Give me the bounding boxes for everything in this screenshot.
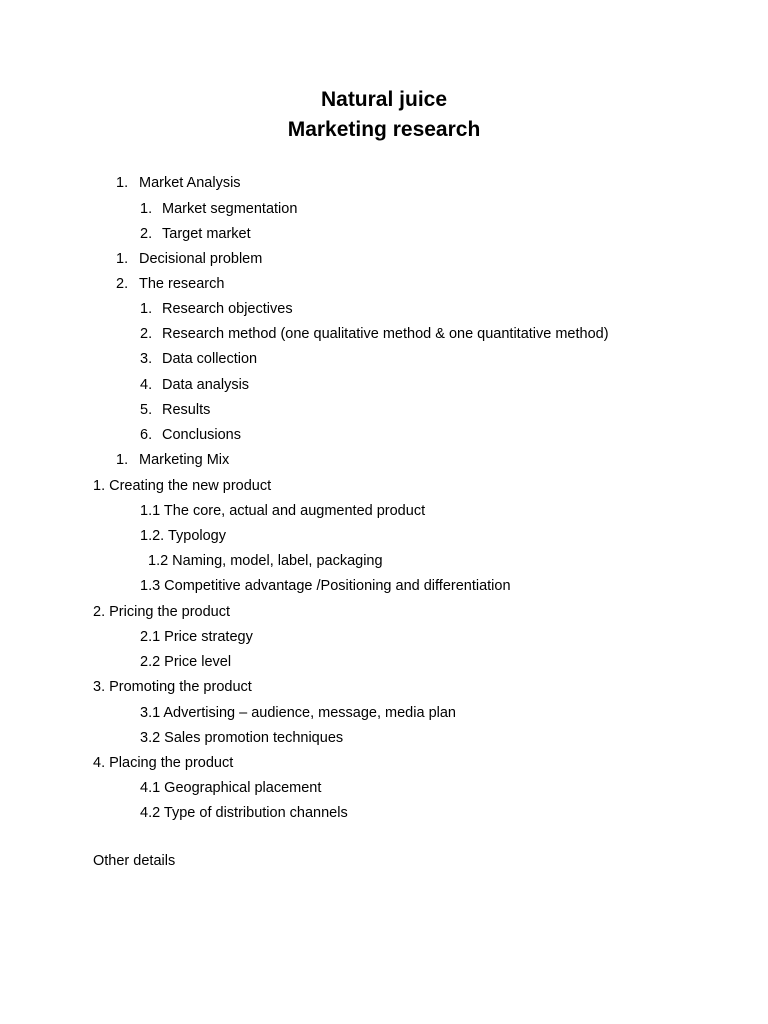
outline-item-results: [140, 401, 210, 419]
outline-item-marketing-mix: [116, 451, 229, 469]
subsection-price-level: 2.2 Price level: [140, 654, 232, 670]
outline-item-data-collection: [140, 350, 257, 368]
subsection-distribution-channels: 4.2 Type of distribution channels: [140, 805, 348, 821]
section-promoting-product: 3. Promoting the product: [93, 679, 252, 695]
subsection-advertising: 3.1 Advertising – audience, message, media plan: [140, 705, 456, 721]
subsection-price-strategy: 2.1 Price strategy: [140, 629, 253, 645]
outline-number: 1.: [116, 175, 129, 191]
subsection-naming: 1.2 Naming, model, label, packaging: [148, 553, 383, 569]
section-pricing-product: 2. Pricing the product: [93, 604, 231, 620]
outline-item-market-segmentation: [140, 200, 297, 218]
outline-number: 2.: [140, 226, 153, 242]
outline-item-research-objectives: [140, 300, 293, 318]
subsection-typology: 1.2. Typology: [140, 528, 226, 544]
outline-item-data-analysis: [140, 376, 249, 394]
subsection-geographical-placement: 4.1 Geographical placement: [140, 780, 322, 796]
document-subtitle: Marketing research: [287, 118, 481, 141]
outline-item-market-analysis: [116, 174, 241, 192]
outline-item-target-market: [140, 225, 251, 243]
outline-number: 4.: [140, 377, 153, 393]
section-creating-product: 1. Creating the new product: [93, 478, 272, 494]
outline-label: Data analysis: [162, 377, 250, 393]
outline-number: 6.: [140, 427, 153, 443]
document-title: Natural juice: [320, 88, 448, 111]
outline-label: Market Analysis: [139, 175, 241, 191]
outline-label: Results: [162, 402, 211, 418]
outline-label: Target market: [162, 226, 251, 242]
outline-number: 1.: [116, 452, 129, 468]
subsection-sales-promotion: 3.2 Sales promotion techniques: [140, 730, 344, 746]
outline-label: Research method (one qualitative method & one quantitative method): [162, 326, 609, 342]
outline-label: Conclusions: [162, 427, 241, 443]
outline-label: Marketing Mix: [139, 452, 230, 468]
outline-label: Decisional problem: [139, 251, 263, 267]
subsection-core-product: 1.1 The core, actual and augmented product: [140, 503, 426, 519]
other-details: Other details: [93, 853, 176, 869]
outline-label: Data collection: [162, 351, 258, 367]
outline-number: 2.: [116, 276, 129, 292]
outline-item-decisional-problem: [116, 250, 262, 268]
outline-item-the-research: [116, 275, 224, 293]
outline-number: 1.: [140, 301, 153, 317]
outline-number: 1.: [116, 251, 129, 267]
outline-number: 1.: [140, 201, 153, 217]
outline-label: Market segmentation: [162, 201, 298, 217]
outline-number: 3.: [140, 351, 153, 367]
outline-label: The research: [139, 276, 225, 292]
outline-item-research-method: [140, 325, 609, 343]
outline-number: 2.: [140, 326, 153, 342]
subsection-competitive-advantage: 1.3 Competitive advantage /Positioning and differentiation: [140, 578, 511, 594]
outline-number: 5.: [140, 402, 153, 418]
outline-item-conclusions: [140, 426, 241, 444]
section-placing-product: 4. Placing the product: [93, 755, 234, 771]
outline-label: Research objectives: [162, 301, 293, 317]
